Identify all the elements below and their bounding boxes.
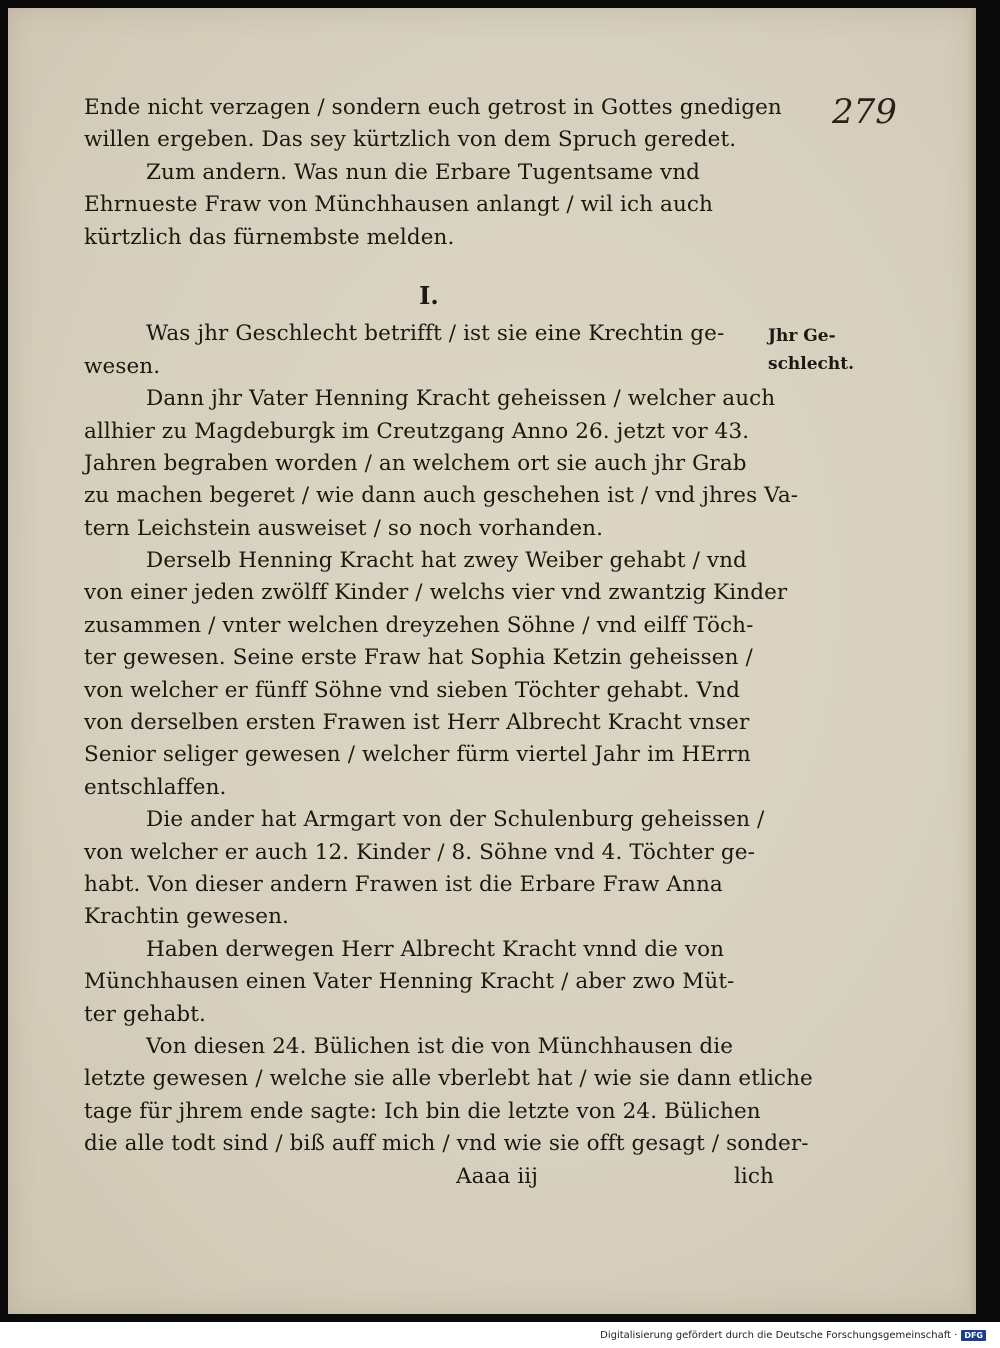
page-edge xyxy=(968,8,976,1314)
text-line: Was jhr Geschlecht betrifft / ist sie eine Krechtin ge- xyxy=(146,321,725,347)
text-line: von welcher er auch 12. Kinder / 8. Söhne vnd 4. Töchter ge- xyxy=(84,839,755,865)
text-line: Krachtin gewesen. xyxy=(84,904,289,930)
text-line: entschlaffen. xyxy=(84,774,227,800)
text-line: willen ergeben. Das sey kürtzlich von dem Spruch geredet. xyxy=(84,127,737,153)
page-number: 279 xyxy=(832,92,897,132)
text-line: von welcher er fünff Söhne vnd sieben Töchter gehabt. Vnd xyxy=(84,677,740,703)
text-line: wesen. xyxy=(84,353,161,379)
text-line: Jahren begraben worden / an welchem ort sie auch jhr Grab xyxy=(84,450,747,476)
signature-line xyxy=(84,1161,774,1193)
footer xyxy=(600,1330,986,1341)
text-line: von einer jeden zwölff Kinder / welchs vier vnd zwantzig Kinder xyxy=(84,580,788,606)
text-line: die alle todt sind / biß auff mich / vnd wie sie offt gesagt / sonder- xyxy=(84,1131,809,1157)
text-line: Derselb Henning Kracht hat zwey Weiber gehabt / vnd xyxy=(146,548,747,574)
text-line: Haben derwegen Herr Albrecht Kracht vnnd die von xyxy=(146,936,725,962)
text-line: tern Leichstein ausweiset / so noch vorhanden. xyxy=(84,515,604,541)
footer-credit: Digitalisierung gefördert durch die Deutsche Forschungsgemeinschaft · xyxy=(600,1330,958,1341)
text-line: Senior seliger gewesen / welcher fürm viertel Jahr im HErrn xyxy=(84,742,751,768)
text-line: Dann jhr Vater Henning Kracht geheissen / welcher auch xyxy=(146,386,776,412)
text-line: Münchhausen einen Vater Henning Kracht / aber zwo Müt- xyxy=(84,969,735,995)
section-heading: I. xyxy=(419,280,439,310)
dfg-logo-icon: DFG xyxy=(961,1330,986,1341)
main-text xyxy=(84,92,813,1193)
signature-mark: Aaaa iij xyxy=(456,1163,539,1189)
text-line: kürtzlich das fürnembste melden. xyxy=(84,224,455,250)
text-line: Ehrnueste Fraw von Münchhausen anlangt / wil ich auch xyxy=(84,192,713,218)
margin-note-line: schlecht. xyxy=(768,354,855,374)
text-line: ter gewesen. Seine erste Fraw hat Sophia Ketzin geheissen / xyxy=(84,645,753,671)
text-line: Zum andern. Was nun die Erbare Tugentsame vnd xyxy=(146,159,701,185)
text-line: letzte gewesen / welche sie alle vberlebt hat / wie sie dann etliche xyxy=(84,1066,813,1092)
catchword: lich xyxy=(733,1163,774,1189)
text-line: Von diesen 24. Bülichen ist die von Münchhausen die xyxy=(146,1033,734,1059)
text-line: ter gehabt. xyxy=(84,1001,206,1027)
text-line: Ende nicht verzagen / sondern euch getrost in Gottes gnedigen xyxy=(84,95,782,120)
text-line: allhier zu Magdeburgk im Creutzgang Anno 26. jetzt vor 43. xyxy=(84,418,750,444)
margin-note xyxy=(768,322,854,378)
margin-note-line: Jhr Ge- xyxy=(768,326,836,346)
text-line: Die ander hat Armgart von der Schulenburg geheissen / xyxy=(146,807,765,833)
text-line: habt. Von dieser andern Frawen ist die Erbare Fraw Anna xyxy=(84,871,723,897)
text-line: zusammen / vnter welchen dreyzehen Söhne / vnd eilff Töch- xyxy=(84,612,754,638)
text-line: zu machen begeret / wie dann auch geschehen ist / vnd jhres Va- xyxy=(84,483,799,509)
text-line: von derselben ersten Frawen ist Herr Albrecht Kracht vnser xyxy=(84,710,750,736)
text-line: tage für jhrem ende sagte: Ich bin die letzte von 24. Bülichen xyxy=(84,1098,761,1124)
